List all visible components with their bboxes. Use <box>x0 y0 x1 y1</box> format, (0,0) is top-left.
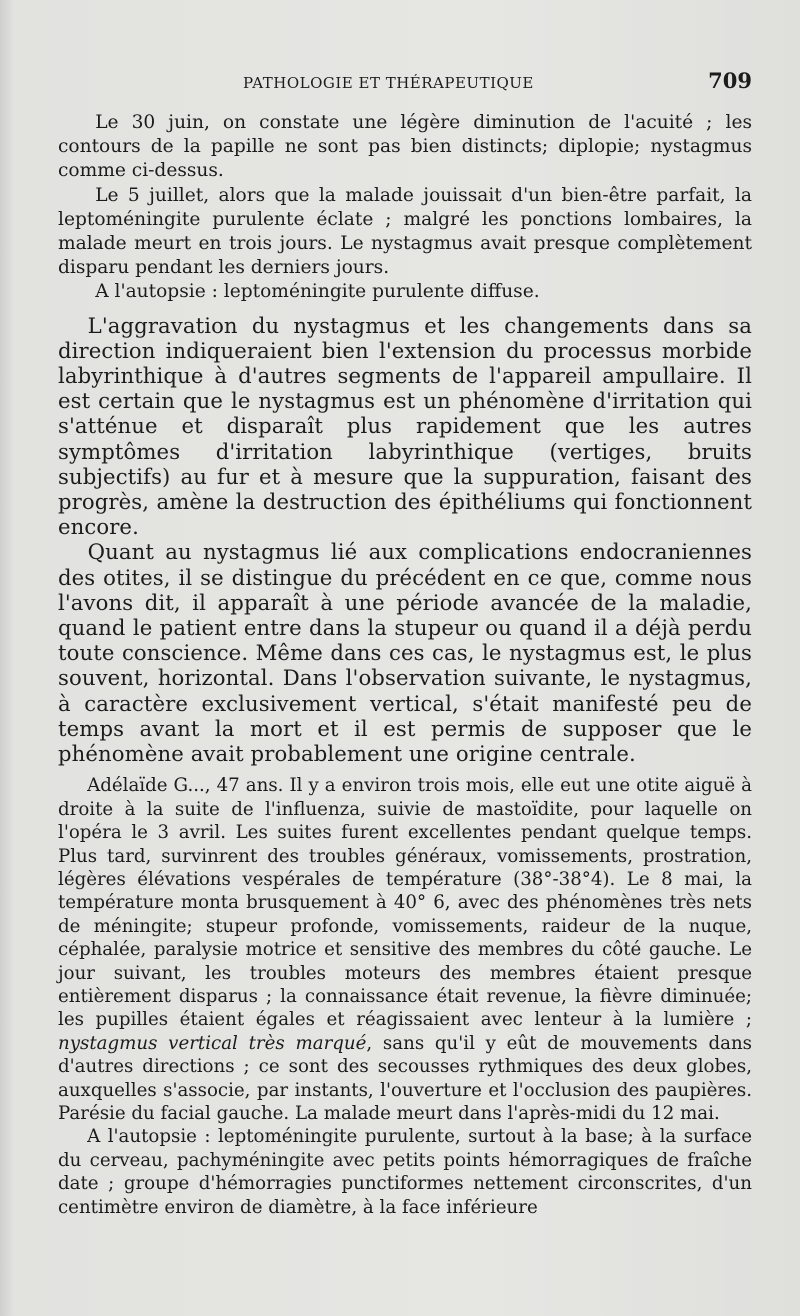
case-notes <box>58 111 752 305</box>
page-header <box>58 68 752 93</box>
page-number: 709 <box>708 68 752 93</box>
paragraph: Le 30 juin, on constate une légère diminution de l'acuité ; les contours de la papille ne sont pas bien distincts; diplopie; nystagmus comme ci-dessus. <box>58 112 752 182</box>
paragraph: Quant au nystagmus lié aux complications endocraniennes des otites, il se distingue du précédent en ce que, comme nous l'avons dit, il apparaît à une période avancée de la maladie, quand le patient entre dans la stupeur ou quand il a déjà perdu toute conscience. Même dans ces cas, le nystagmus est, le plus souvent, horizontal. Dans l'observation suivante, le nystagmus, à caractère exclusivement vertical, s'était manifesté peu de temps avant la mort et il est permis de supposer que le phénomène avait probablement une origine centrale. <box>58 539 752 767</box>
emphasized-finding: nystagmus vertical très marqué <box>58 1032 367 1054</box>
observation <box>58 774 752 1219</box>
paragraph: L'aggravation du nystagmus et les changements dans sa direction indiqueraient bien l'extension du processus morbide labyrinthique à d'autres segments de l'appareil ampullaire. Il est certain que le nystagmus est un phénomène d'irritation qui s'atténue et disparaît plus rapidement que les autres symptômes d'irritation labyrinthique (vertiges, bruits subjectifs) au fur et à mesure que la suppuration, faisant des progrès, amène la destruction des épithéliums qui fonctionnent encore. <box>58 312 752 540</box>
observation-text: Adélaïde G..., 47 ans. Il y a environ trois mois, elle eut une otite aiguë à droite à la suite de l'influenza, suivie de mastoïdite, pour laquelle on l'opéra le 3 avril. Les suites furent excellentes pendant quelque temps. Plus tard, survinrent des troubles généraux, vomissements, prostration, légères élévations vespérales de température (38°-38°4). Le 8 mai, la température monta brusquement à 40° 6, avec des phénomènes très nets de méningite; stupeur profonde, vomissements, raideur de la nuque, céphalée, paralysie motrice et sensitive des membres du côté gauche. Le jour suivant, les troubles moteurs des membres étaient presque entièrement disparus ; la connaissance était revenue, la fièvre diminuée; les pupilles étaient égales et réagissaient avec lenteur à la lumière ; <box>58 775 752 1031</box>
discussion <box>58 313 752 767</box>
paragraph: A l'autopsie : leptoméningite purulente diffuse. <box>95 281 540 303</box>
observation-text: , sans qu'il y eût de mouvements dans d'autres directions ; ce sont des secousses rythmiques des deux globes, auxquelles s'associe, par instants, l'ouverture et l'occlusion des paupières. Parésie du facial gauche. La malade meurt dans l'après-midi du 12 mai. <box>58 1032 752 1124</box>
autopsy-paragraph: A l'autopsie : leptoméningite purulente, surtout à la base; à la surface du cerveau, pachyméningite avec petits points hémorragiques de fraîche date ; groupe d'hémorragies punctiformes nettement circonscrites, d'un centimètre environ de diamètre, à la face inférieure <box>58 1126 752 1218</box>
paragraph: Le 5 juillet, alors que la malade jouissait d'un bien-être parfait, la leptoméningite purulente éclate ; malgré les ponctions lombaires, la malade meurt en trois jours. Le nystagmus avait presque complètement disparu pendant les derniers jours. <box>58 184 752 279</box>
running-title: PATHOLOGIE ET THÉRAPEUTIQUE <box>243 74 534 92</box>
observation-paragraph <box>58 774 752 1125</box>
